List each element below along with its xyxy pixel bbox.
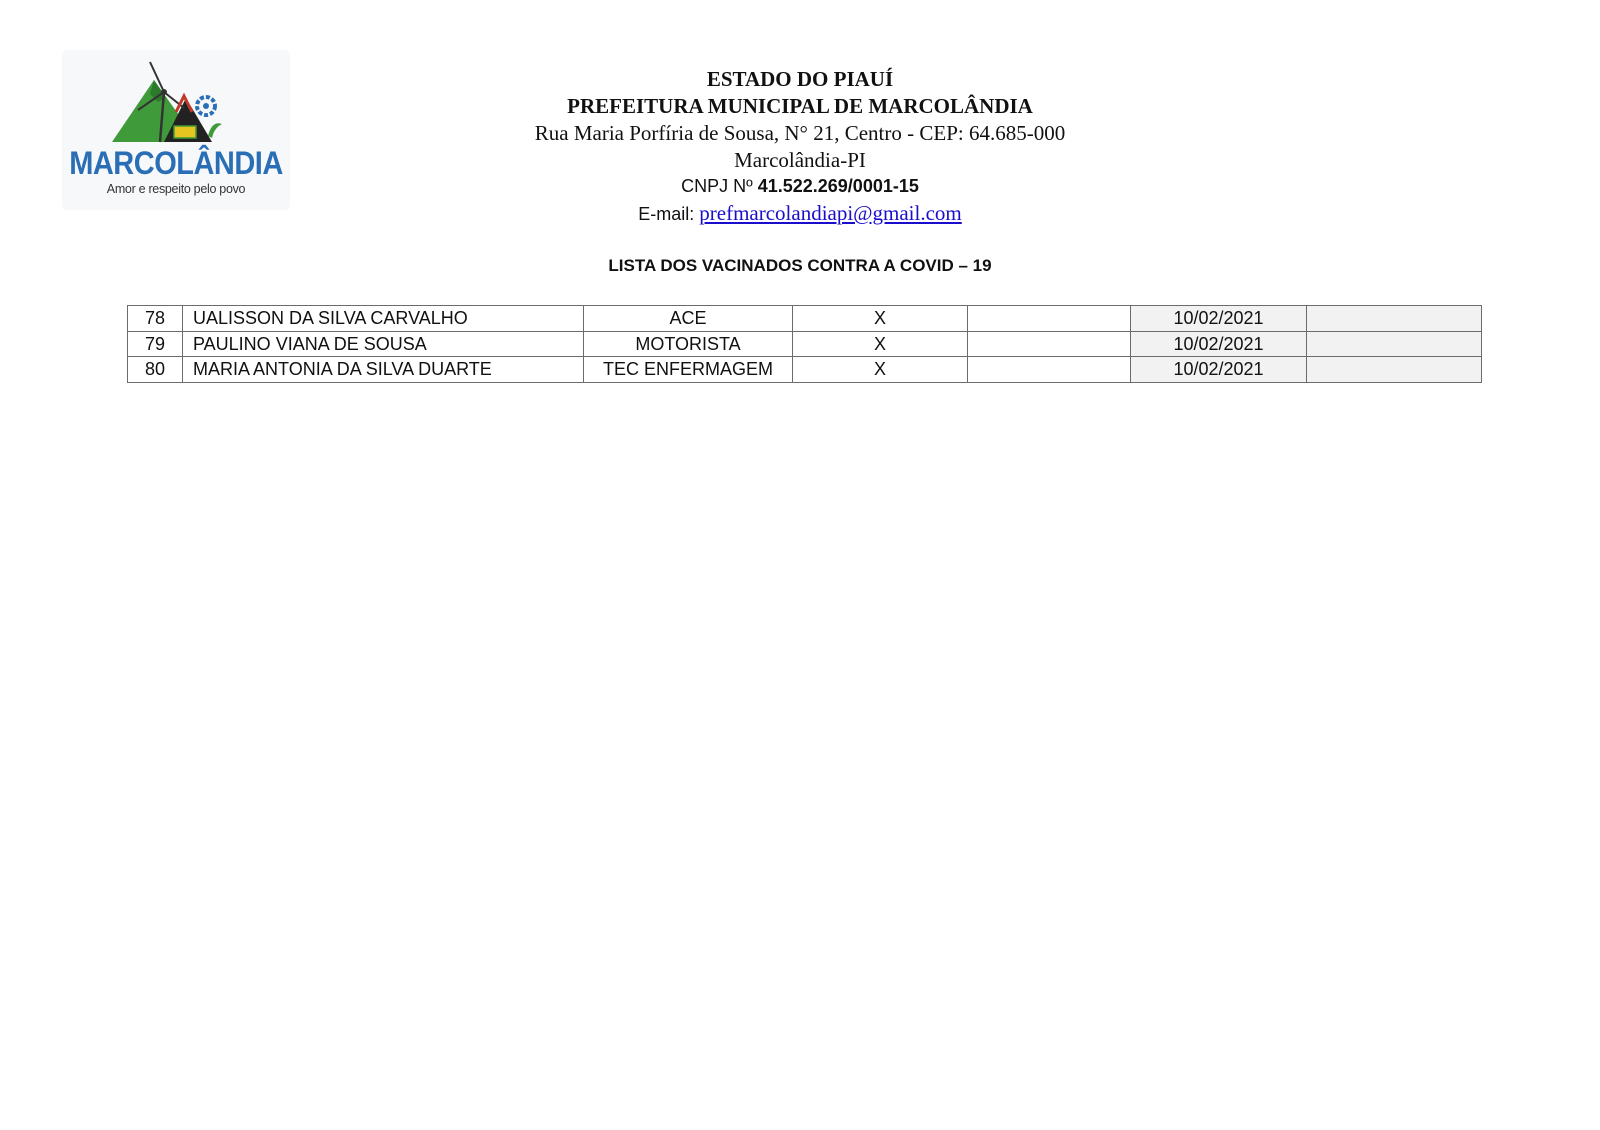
logo-name-text: MARCOLÂNDIA (69, 146, 283, 182)
cnpj-value: 41.522.269/0001-15 (757, 176, 919, 196)
row-number: 79 (128, 331, 183, 357)
dose-mark: X (793, 357, 968, 383)
logo-slogan-text: Amor e respeito pelo povo (106, 182, 246, 196)
municipality-logo (62, 50, 290, 210)
person-role: ACE (584, 306, 793, 332)
prefecture-name: PREFEITURA MUNICIPAL DE MARCOLÂNDIA (567, 94, 1033, 118)
person-role: TEC ENFERMAGEM (584, 357, 793, 383)
row-number: 80 (128, 357, 183, 383)
table-row (128, 357, 1482, 383)
empty-shaded-cell (1307, 331, 1482, 357)
dose-mark: X (793, 306, 968, 332)
vaccination-date: 10/02/2021 (1131, 306, 1307, 332)
person-name: UALISSON DA SILVA CARVALHO (183, 306, 584, 332)
person-name: MARIA ANTONIA DA SILVA DUARTE (183, 357, 584, 383)
list-title: LISTA DOS VACINADOS CONTRA A COVID – 19 (608, 256, 992, 275)
person-role: MOTORISTA (584, 331, 793, 357)
document-header (300, 66, 1300, 228)
cnpj-label: CNPJ Nº (681, 176, 753, 196)
state-name: ESTADO DO PIAUÍ (706, 67, 894, 91)
vaccination-date: 10/02/2021 (1131, 357, 1307, 383)
email-line (300, 199, 1300, 228)
empty-cell (968, 357, 1131, 383)
cnpj-line (300, 173, 1300, 199)
person-name: PAULINO VIANA DE SOUSA (183, 331, 584, 357)
table-row (128, 331, 1482, 357)
table-row (128, 306, 1482, 332)
vaccination-date: 10/02/2021 (1131, 331, 1307, 357)
address-line: Rua Maria Porfíria de Sousa, N° 21, Centro - CEP: 64.685-000 (534, 121, 1066, 145)
logo-emblem-icon (62, 50, 290, 160)
empty-cell (968, 306, 1131, 332)
email-link[interactable]: prefmarcolandiapi@gmail.com (699, 201, 962, 225)
empty-cell (968, 331, 1131, 357)
email-label: E-mail: (638, 204, 695, 224)
row-number: 78 (128, 306, 183, 332)
empty-shaded-cell (1307, 306, 1482, 332)
empty-shaded-cell (1307, 357, 1482, 383)
city-line: Marcolândia-PI (734, 148, 866, 172)
vaccinated-table (127, 305, 1482, 383)
dose-mark: X (793, 331, 968, 357)
